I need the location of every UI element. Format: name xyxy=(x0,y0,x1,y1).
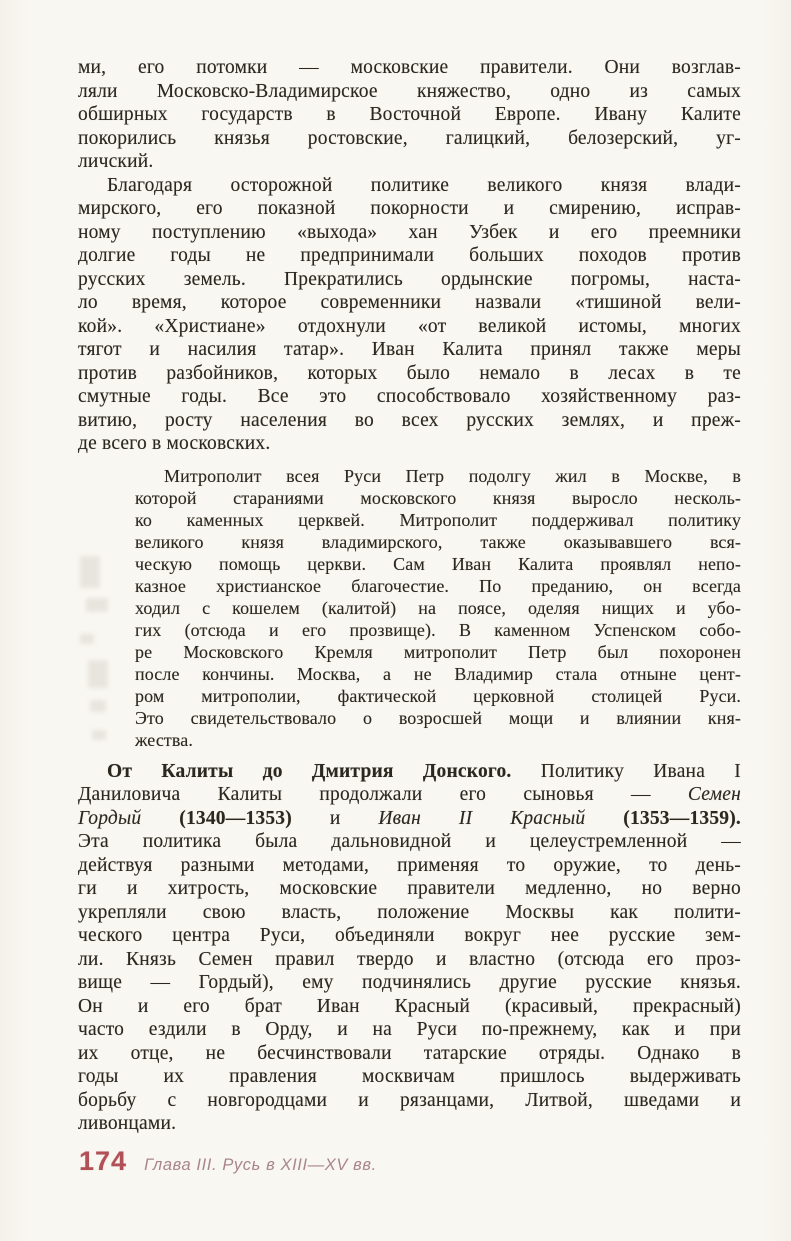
text-line: ре Московского Кремля митрополит Петр был похоронен xyxy=(135,641,741,662)
text-run: Даниловича Калиты продолжали его сыновья — xyxy=(78,784,688,805)
text-line: тягот и насилия татар». Иван Калита принял также меры xyxy=(78,339,741,360)
text-line: великого князя владимирского, также оказывавшего вся- xyxy=(135,531,741,552)
text-run: и xyxy=(291,807,379,829)
text-line: кой». «Христиане» отдохнули «от великой истомы, многих xyxy=(78,315,741,337)
text-line: ному поступлению «выхода» хан Узбек и его преемники xyxy=(78,221,741,243)
text-line: укрепляли свою власть, положение Москвы как полити- xyxy=(78,901,741,923)
paragraph-kalita-to-donskoy xyxy=(78,760,741,1136)
text-line: ходил с кошелем (калитой) на поясе, оделяя нищих и убо- xyxy=(135,597,741,618)
bold-run: (1340—1353) xyxy=(179,807,292,829)
text-line: ческого центра Руси, объединяли вокруг нее русские зем- xyxy=(78,925,741,946)
bold-run: От Калиты до Дмитрия Донского. xyxy=(107,760,512,782)
text-line: ло время, которое современники назвали «тишиной вели- xyxy=(78,292,741,313)
text-line xyxy=(78,760,741,784)
text-line: ливонцами. xyxy=(78,1113,177,1134)
text-line: Это свидетельствовало о возросшей мощи и влиянии кня- xyxy=(135,707,741,728)
paragraph-metropolitan-peter xyxy=(135,465,741,751)
text-line: смутные годы. Все это способствовало хозяйственному раз- xyxy=(78,386,741,407)
text-line: покорились князья ростовские, галицкий, белозерский, уг- xyxy=(78,127,741,149)
text-line: после кончины. Москва, а не Владимир стала отныне цент- xyxy=(135,663,741,684)
text-line: борьбу с новгородцами и рязанцами, Литвой, шведами и xyxy=(78,1089,741,1111)
page-footer xyxy=(79,1146,377,1177)
text-line: часто ездили в Орду, и на Руси по-прежнему, как и при xyxy=(78,1019,741,1040)
text-line: Благодаря осторожной политике великого князя влади- xyxy=(107,174,741,196)
text-line xyxy=(78,807,741,831)
paragraph-moscow-rulers xyxy=(78,56,741,174)
paragraph-cautious-policy xyxy=(78,174,741,456)
text-line: действуя разными методами, применяя то оружие, то день- xyxy=(78,854,741,876)
text-line: русских земель. Прекратились ордынские погромы, наста- xyxy=(78,268,741,290)
text-run xyxy=(141,808,179,829)
page-number: 174 xyxy=(79,1146,128,1176)
text-column xyxy=(78,56,741,1136)
text-line: ко каменных церквей. Митрополит поддерживал политику xyxy=(135,509,741,530)
text-line: годы их правления москвичам пришлось выдерживать xyxy=(78,1066,741,1087)
text-line: витию, росту населения во всех русских землях, и преж- xyxy=(78,409,741,431)
chapter-running-title: Глава III. Русь в XIII—XV вв. xyxy=(144,1156,377,1174)
text-line: которой стараниями московского князя выросло несколь- xyxy=(135,487,741,508)
text-line: ческую помощь церкви. Сам Иван Калита проявлял непо- xyxy=(135,553,741,574)
bold-run: (1353—1359). xyxy=(623,807,742,829)
text-line: ром митрополии, фактической церковной столицей Руси. xyxy=(135,685,741,706)
text-line: Он и его брат Иван Красный (красивый, прекрасный) xyxy=(78,995,741,1017)
text-line: против разбойников, которых было немало в лесах в те xyxy=(78,362,741,384)
text-line: жества. xyxy=(135,729,193,750)
text-line: ми, его потомки — московские правители. Они возглав- xyxy=(78,57,741,78)
text-line: их отце, не бесчинствовали татарские отряды. Однако в xyxy=(78,1042,741,1064)
text-line: долгие годы не предпринимали больших походов против xyxy=(78,245,741,266)
text-line: Митрополит всея Руси Петр подолгу жил в Москве, в xyxy=(164,465,741,486)
text-line: казное христианское благочестие. По преданию, он всегда xyxy=(135,575,741,596)
text-line: вище — Гордый), ему подчинялись другие русские князья. xyxy=(78,972,741,993)
text-line: гих (отсюда и его прозвище). В каменном Успенском собо- xyxy=(135,619,741,640)
text-line: ги и хитрость, московские правители медленно, но верно xyxy=(78,878,741,899)
text-line: Эта политика была дальновидной и целеустремленной — xyxy=(78,831,741,852)
text-line: личский. xyxy=(78,151,154,172)
italic-run: Иван II Красный xyxy=(378,807,586,829)
text-run: Политику Ивана I xyxy=(511,760,741,782)
text-line: ли. Князь Семен правил твердо и властно (отсюда его проз- xyxy=(78,948,741,970)
italic-run: Семен xyxy=(687,784,741,805)
text-line: ляли Московско-Владимирское княжество, одно из самых xyxy=(78,80,741,102)
text-line xyxy=(78,783,741,807)
text-line: де всего в московских. xyxy=(78,433,271,454)
text-line: обширных государств в Восточной Европе. Ивану Калите xyxy=(78,104,741,125)
italic-run: Гордый xyxy=(78,807,142,829)
text-line: мирского, его показной покорности и смирению, исправ- xyxy=(78,198,741,219)
text-run xyxy=(585,808,623,829)
